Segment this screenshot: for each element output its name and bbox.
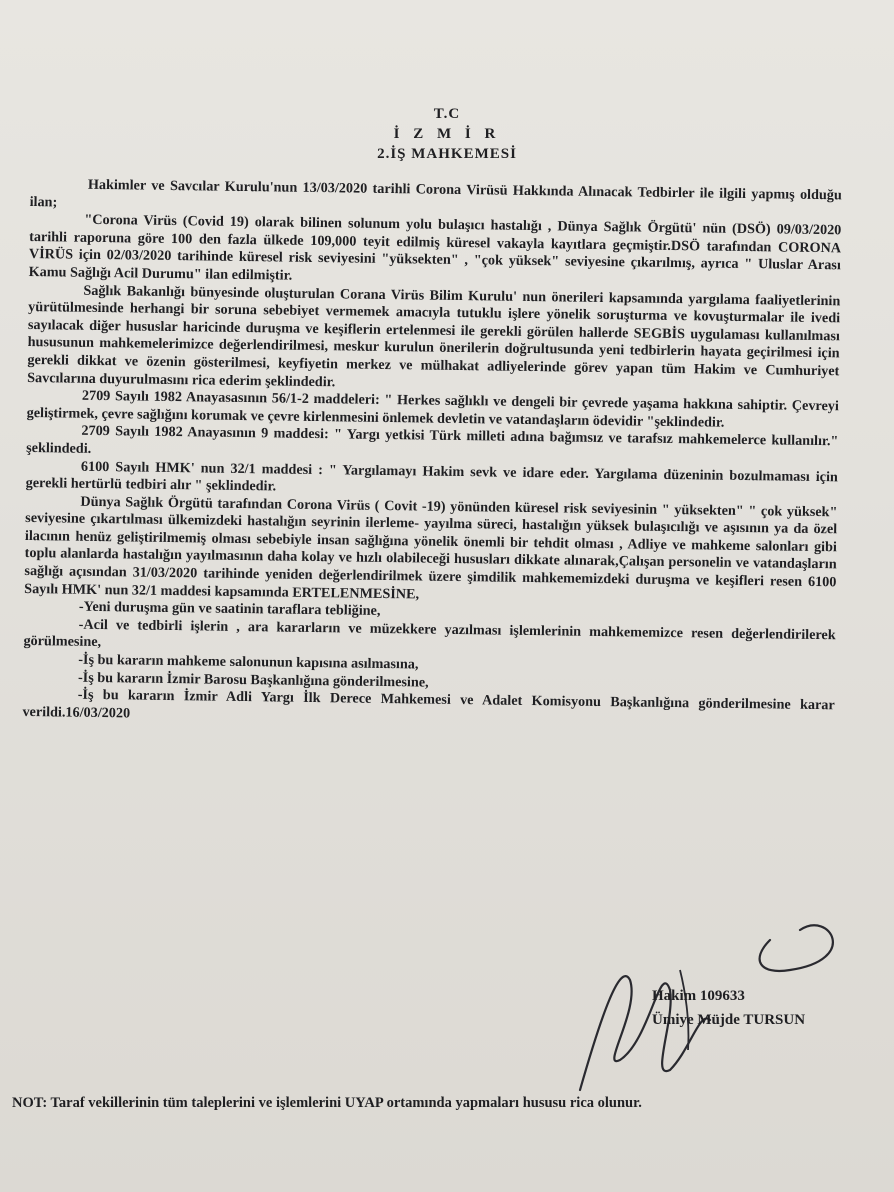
paragraph-constitution-9: 2709 Sayılı 1982 Anayasının 9 maddesi: " Yargı yetkisi Türk milleti adına bağımsız ve tarafsız mahkemelerce kullanılır." şeklindedi. — [26, 423, 839, 457]
footer-note: NOT: Taraf vekillerinin tüm taleplerini ve işlemlerini UYAP ortamında yapmaları hususu rica olunur. — [12, 1095, 642, 1111]
paragraph-constitution-56: 2709 Sayılı 1982 Anayasasının 56/1-2 maddeleri: " Herkes sağlıklı ve dengeli bir çevrede yaşama hakkına sahiptir. Çevreyi geliştirmek, çevre sağlığını korumak ve çevre kirlenmesini önlemek devletin ve vatandaşların ödevidir "şeklindedir. — [26, 387, 839, 431]
decision-item-urgent: -Acil ve tedbirli işlerin , ara kararların ve müzekkere yazılması işlemlerinin mahkememizce resen değerlendirilerek görülmesine, — [23, 616, 836, 651]
paragraph-intro: Hakimler ve Savcılar Kurulu'nun 13/03/2020 tarihli Corona Virüsü Hakkında Alınacak Tedbirler ile ilgili yapmış olduğu ilan; — [29, 176, 842, 210]
decision-item-posting: -İş bu kararın mahkeme salonunun kapısına asılmasına, — [78, 651, 419, 673]
judge-name: Ümiye Müjde TURSUN — [652, 1012, 806, 1028]
paragraph-decision: Dünya Sağlık Örgütü tarafından Corona Virüs ( Covit -19) yönünden küresel risk seviyesinin " yüksekten" " çok yüksek" seviyesine çıkartılması ülkemizdeki hastalığın seyrinin ilerleme- yayılma süreci, hastalığın yüksek bulaşıcılığı ve aşısının ya da özel ilacının henüz geliştirilmemiş olması sebebiyle insan sağlığına yönelik önemli bir tehdit olması , Adliye ve mahkeme salonları gibi toplu alanlarda hastalığın yayılmasının daha kolay ve hızlı olabileceği hususları dikkate alınarak,Çalışan personelin ve vatandaşların sağlığı açısından 31/03/2020 tarihinde yeniden değerlendirilmek üzere şimdilik mahkememizdeki duruşma ve keşifleri resen 6100 Sayılı HMK' nun 32/1 maddesi kapsamında ERTELENMESİNE, — [24, 493, 838, 603]
paragraph-who-report: "Corona Virüs (Covid 19) olarak bilinen solunum yolu bulaşıcı hastalığı , Dünya Sağlık Örgütü' nün (DSÖ) 09/03/2020 tarihli raporuna göre 100 den fazla ülkede 109,000 teyit edilmiş küresel vakayla kayıtlara geçmiştir.DSÖ tarafından CORONA VİRÜS için 02/03/2020 tarihinde küresel risk seviyesini "yüksekten" , "çok yüksek" seviyesine çıkarılmış, ayrıca " Uluslar Arası Kamu Sağlığı Acil Durumu" ilan edilmiştir. — [28, 211, 842, 284]
decision-item-bar: -İş bu kararın İzmir Barosu Başkanlığına gönderilmesine, — [77, 669, 429, 691]
document-header — [0, 104, 894, 164]
header-republic: T.C — [433, 106, 461, 122]
decision-item-notification: -Yeni duruşma gün ve saatinin taraflara tebliğine, — [78, 598, 381, 620]
paragraph-science-board: Sağlık Bakanlığı bünyesinde oluşturulan Corana Virüs Bilim Kurulu' nun önerileri kapsamında yargılama faaliyetlerinin yürütülmesinde herhangi bir soruna sebebiyet vermemek amacıyla tutuklu işlere yönelik soruşturma ve kovuşturmalar ile ivedi sayılacak diğer hususlar haricinde duruşma ve keşiflerin ertelenmesi ile gerekli görülen hallerde SEGBİS uygulaması kullanılması hususunun mahkemelerimizce değerlendirilmesi, meskur kurulun önerilerin doğrultusunda yeni tedbirlerin hayata geçirilmesi için gerekli dikkat ve özenin gösterilmesi, keyfiyetin merkez ve mülhakat adliyelerinde görev yapan tüm Hakim ve Cumhuriyet Savcılarına duyurulmasını rica ederim şeklindedir. — [27, 282, 841, 390]
signature-block — [652, 984, 805, 1032]
document-body — [22, 176, 842, 733]
decision-item-commission: -İş bu kararın İzmir Adli Yargı İlk Derece Mahkemesi ve Adalet Komisyonu Başkanlığına gönderilmesine karar verildi.16/03/2020 — [22, 686, 835, 722]
judge-number: Hakim 109633 — [652, 988, 745, 1004]
header-court: 2.İŞ MAHKEMESİ — [377, 146, 517, 162]
paragraph-hmk-32: 6100 Sayılı HMK' nun 32/1 maddesi : " Yargılamayı Hakim sevk ve idare eder. Yargılama düzeninin bozulmaması için gerekli hertürlü tedbiri alır " şeklindedir. — [25, 458, 838, 495]
header-city: İ Z M İ R — [393, 126, 501, 142]
